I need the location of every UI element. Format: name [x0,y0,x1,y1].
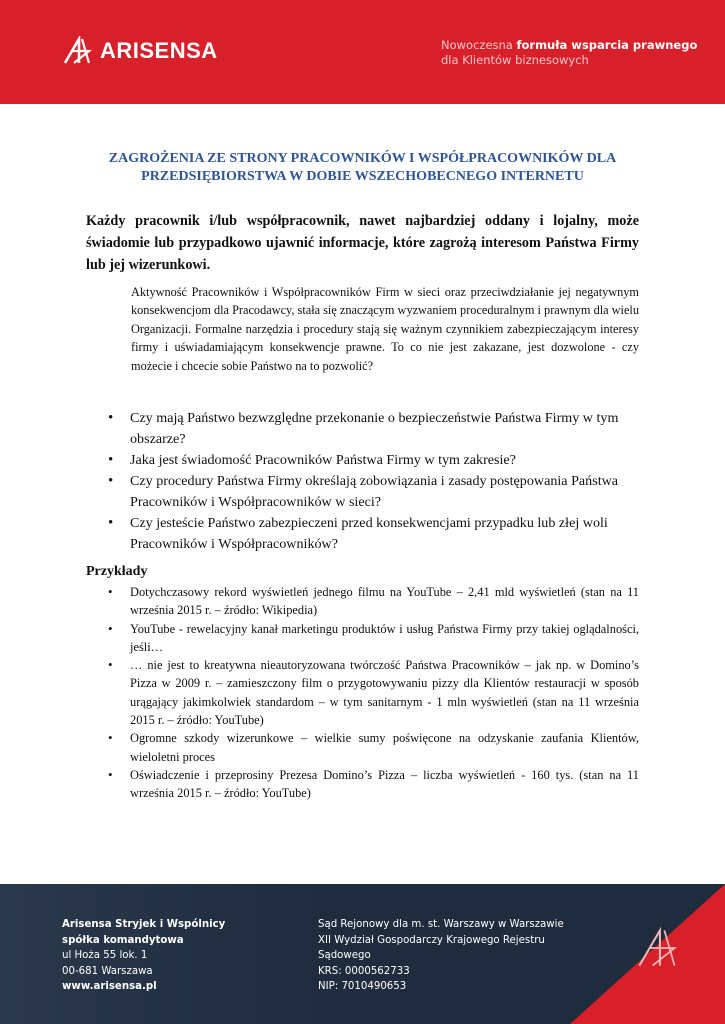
list-item: • Jaka jest świadomość Pracowników Państwa Firmy w tym zakresie? [108,450,648,471]
page-footer [0,884,725,1024]
intro-paragraph: Aktywność Pracowników i Współpracowników Firm w sieci oraz przeciwdziałanie jej negatywnym konsekwencjom dla Pracodawcy, stała się znaczącym wyzwaniem proceduralnym i prawnym dla wielu Organizacji. Formalne narzędzia i procedury stają się ważnym czynnikiem zabezpieczającym interesy firmy i uświadamiającym konsekwencje prawne. To co nie jest zakazane, jest dozwolone - czy możecie i chcecie sobie Państwo na to pozwolić? [131,285,639,373]
address-city: 00-681 Warszawa [62,965,153,977]
title-line2: PRZEDSIĘBIORSTWA W DOBIE WSZECHOBECNEGO INTERNETU [141,169,584,184]
address-street: ul Hoża 55 lok. 1 [62,950,148,961]
company-details [62,917,225,995]
arisensa-logo-icon [62,36,92,66]
website-link[interactable]: www.arisensa.pl [62,981,157,992]
lead-paragraph: Każdy pracownik i/lub współpracownik, nawet najbardziej oddany i lojalny, może świadomie lub przypadkowo ujawnić informacje, które zagrożą interesom Państwa Firmy lub jej wizerunkowi. [86,213,639,273]
court-line1: Sąd Rejonowy dla m. st. Warszawy w Warszawie [318,919,564,930]
list-item: • Oświadczenie i przeprosiny Prezesa Domino’s Pizza – liczba wyświetleń - 160 tys. (stan na 11 września 2015 r. – źródło: YouTube) [108,766,639,803]
brand-tagline [441,38,697,68]
registration-details [318,917,564,995]
tagline-pre: Nowoczesna [441,38,517,52]
list-item: • Ogromne szkody wizerunkowe – wielkie sumy poświęcone na odzyskanie zaufania Klientów, wieloletni proces [108,729,639,766]
brand-name: ARISENSA [100,38,218,63]
list-item: • YouTube - rewelacyjny kanał marketingu produktów i usług Państwa Firmy przy takiej oglądalności, jeśli… [108,620,639,657]
krs-number: KRS: 0000562733 [318,965,410,977]
brand-logo [62,36,218,66]
court-line3: Sądowego [318,950,371,961]
footer-logo-icon [635,926,679,970]
list-item: • Czy procedury Państwa Firmy określają zobowiązania i zasady postępowania Państwa Pracowników i Współpracowników w sieci? [108,471,648,513]
examples-heading: Przykłady [86,564,148,579]
tagline-line2: dla Klientów biznesowych [441,53,589,67]
page-header [0,0,725,104]
company-name: Arisensa Stryjek i Wspólnicy [62,919,226,930]
company-type: spółka komandytowa [62,934,184,946]
list-item: • Czy mają Państwo bezwzględne przekonanie o bezpieczeństwie Państwa Firmy w tym obszarze? [108,408,648,450]
tagline-bold: formuła wsparcia prawnego [516,38,698,52]
list-item: • Dotychczasowy rekord wyświetleń jednego filmu na YouTube – 2,41 mld wyświetleń (stan na 11 września 2015 r. – źródło: Wikipedia) [108,583,639,620]
document-title [86,150,639,186]
list-item: • Czy jesteście Państwo zabezpieczeni przed konsekwencjami przypadku lub złej woli Pracowników i Współpracowników? [108,513,648,555]
list-item: • … nie jest to kreatywna nieautoryzowana twórczość Państwa Pracowników – jak np. w Domino’s Pizza w 2009 r. – zamieszczony film o przygotowywaniu pizzy dla Klientów restauracji w sposób urągający jakimkolwiek standardom – w tym sanitarnym - 1 mln wyświetleń (stan na 11 września 2015 r. – źródło: YouTube) [108,656,639,729]
title-line1: ZAGROŻENIA ZE STRONY PRACOWNIKÓW I WSPÓŁPRACOWNIKÓW DLA [108,151,617,166]
court-line2: XII Wydział Gospodarczy Krajowego Rejestru [318,934,545,946]
nip-number: NIP: 7010490653 [318,981,407,992]
questions-list [108,408,648,555]
examples-list [108,583,639,803]
